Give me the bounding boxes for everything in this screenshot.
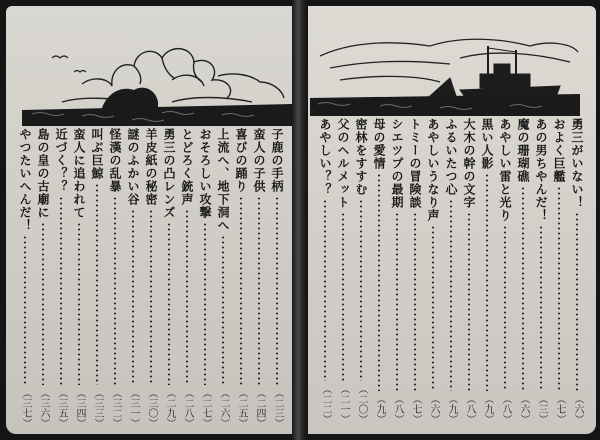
leader-dots [186,209,188,385]
leader-dots [450,199,452,391]
toc-entry[interactable] [268,128,286,428]
leader-dots [42,222,44,385]
toc-entry-page: （三三） [92,388,103,428]
toc-entry-page: （八） [500,394,511,424]
toc-entry-page: （二〇） [356,384,367,424]
toc-entry-title: 近づく？？ [54,128,68,193]
toc-entry-title: 密林をすすむ [354,118,368,196]
toc-entry-page: （三四） [74,388,85,428]
leader-dots [258,196,260,385]
toc-entry-page: （三〇） [146,388,157,428]
toc-entry-title: 蛮人の子供 [252,128,266,193]
toc-entry[interactable] [334,118,352,424]
toc-entry[interactable] [124,128,142,428]
leader-dots [132,209,134,385]
toc-entry-title: ふるいたつ心 [444,118,458,196]
toc-entry-page: （二一） [338,384,349,424]
toc-entry-page: （八） [464,394,475,424]
leader-dots [204,222,206,385]
leader-dots [78,222,80,385]
toc-entry[interactable] [250,128,268,428]
toc-entry-page: （九） [482,394,493,424]
sea-and-clouds-illustration [22,16,292,126]
toc-entry[interactable] [424,118,442,424]
toc-entry[interactable] [550,118,568,424]
toc-entry[interactable] [316,118,334,424]
toc-entry-page: （二五） [236,388,247,428]
toc-entry-title: 上流へ、地下洞へ [216,128,230,232]
leader-dots [468,212,470,391]
leader-dots [240,196,242,385]
toc-entry[interactable] [34,128,52,428]
toc-entry-title: おそろしい攻撃 [198,128,212,219]
toc-entry-title: トミーの冒険談 [408,118,422,209]
leader-dots [114,196,116,385]
toc-entry-title: 大木の幹の文字 [462,118,476,209]
toc-entry-page: （九） [374,394,385,424]
left-page [6,6,296,434]
leader-dots [558,186,560,391]
toc-entry[interactable] [178,128,196,428]
toc-entry-title: シエツプの最期 [390,118,404,209]
toc-entry[interactable] [16,128,34,428]
toc-entry[interactable] [160,128,178,428]
toc-entry-page: （二九） [164,388,175,428]
toc-entry-title: 喜びの踊り [234,128,248,193]
toc-entry-title: 勇三の凸レンズ [162,128,176,219]
toc-entry[interactable] [352,118,370,424]
toc-entry-title: 黒い人影 [480,118,494,170]
book-gutter [292,0,308,440]
leader-dots [576,212,578,391]
leader-dots [396,212,398,391]
toc-entry[interactable] [388,118,406,424]
leader-dots [432,225,434,391]
toc-entry-page: （二八） [182,388,193,428]
toc-entry[interactable] [106,128,124,428]
leader-dots [504,225,506,391]
leader-dots [486,173,488,391]
toc-entry[interactable] [70,128,88,428]
toc-entry[interactable] [406,118,424,424]
toc-entry-page: （三六） [38,388,49,428]
toc-entry-title: およく巨艦 [552,118,566,183]
toc-entry[interactable] [142,128,160,428]
right-page [304,6,596,434]
toc-entry-title: 魔の珊瑚礁 [516,118,530,183]
toc-entry-title: 叫ぶ巨鯨 [90,128,104,180]
toc-entry-page: （三） [536,394,547,424]
toc-entry[interactable] [568,118,586,424]
toc-entry-title: 謎のふかい谷 [126,128,140,206]
toc-entry[interactable] [196,128,214,428]
leader-dots [324,199,326,381]
toc-entry-page: （八） [392,394,403,424]
toc-entry-title: 子鹿の手柄 [270,128,284,193]
toc-entry-title: 島の皇の古廟に [36,128,50,219]
toc-entry-page: （三一） [128,388,139,428]
toc-entry-title: 勇三がいない！ [570,118,584,209]
toc-entry-title: あの男ちやんだ！ [534,118,548,222]
toc-entry[interactable] [460,118,478,424]
toc-entry-page: （九） [446,394,457,424]
ship-at-sea-illustration [310,16,580,116]
toc-entry-page: （七） [410,394,421,424]
toc-entry-title: 蛮人に追われて [72,128,86,219]
toc-entry-page: （三五） [56,388,67,428]
toc-entry[interactable] [88,128,106,428]
toc-entry-title: あやしい雷と光り [498,118,512,222]
toc-entry[interactable] [52,128,70,428]
toc-entry-title: 怪漢の乱暴 [108,128,122,193]
leader-dots [360,199,362,381]
leader-dots [168,222,170,385]
leader-dots [222,235,224,385]
leader-dots [378,173,380,391]
toc-entry-page: （二三） [272,388,283,428]
toc-entry-page: （六） [518,394,529,424]
toc-entry[interactable] [478,118,496,424]
leader-dots [276,196,278,385]
toc-entry-page: （三二） [110,388,121,428]
leader-dots [414,212,416,391]
toc-entry-title: 羊皮紙の秘密 [144,128,158,206]
leader-dots [96,183,98,385]
toc-entry-page: （三七） [20,388,31,428]
toc-entry-page: （二二） [320,384,331,424]
toc-entry[interactable] [532,118,550,424]
toc-entry-page: （六） [428,394,439,424]
toc-entry[interactable] [232,128,250,428]
toc-entry-page: （七） [554,394,565,424]
toc-entry-title: やつたいへんだ！ [18,128,32,232]
leader-dots [24,235,26,385]
toc-entry-title: 父のヘルメット [336,118,350,209]
toc-entry[interactable] [370,118,388,424]
toc-entry-page: （二四） [254,388,265,428]
toc-entry-page: （二六） [218,388,229,428]
leader-dots [60,196,62,385]
toc-entry-title: とどろく銃声 [180,128,194,206]
leader-dots [522,186,524,391]
leader-dots [540,225,542,391]
toc-entry[interactable] [514,118,532,424]
toc-entry-title: 母の愛情 [372,118,386,170]
toc-entry-page: （二七） [200,388,211,428]
toc-entry-page: （六） [572,394,583,424]
toc-entry-title: あやしいうなり声 [426,118,440,222]
toc-entry-title: あやしい？？ [318,118,332,196]
toc-entry[interactable] [496,118,514,424]
leader-dots [150,209,152,385]
toc-entry[interactable] [442,118,460,424]
toc-entry[interactable] [214,128,232,428]
leader-dots [342,212,344,381]
